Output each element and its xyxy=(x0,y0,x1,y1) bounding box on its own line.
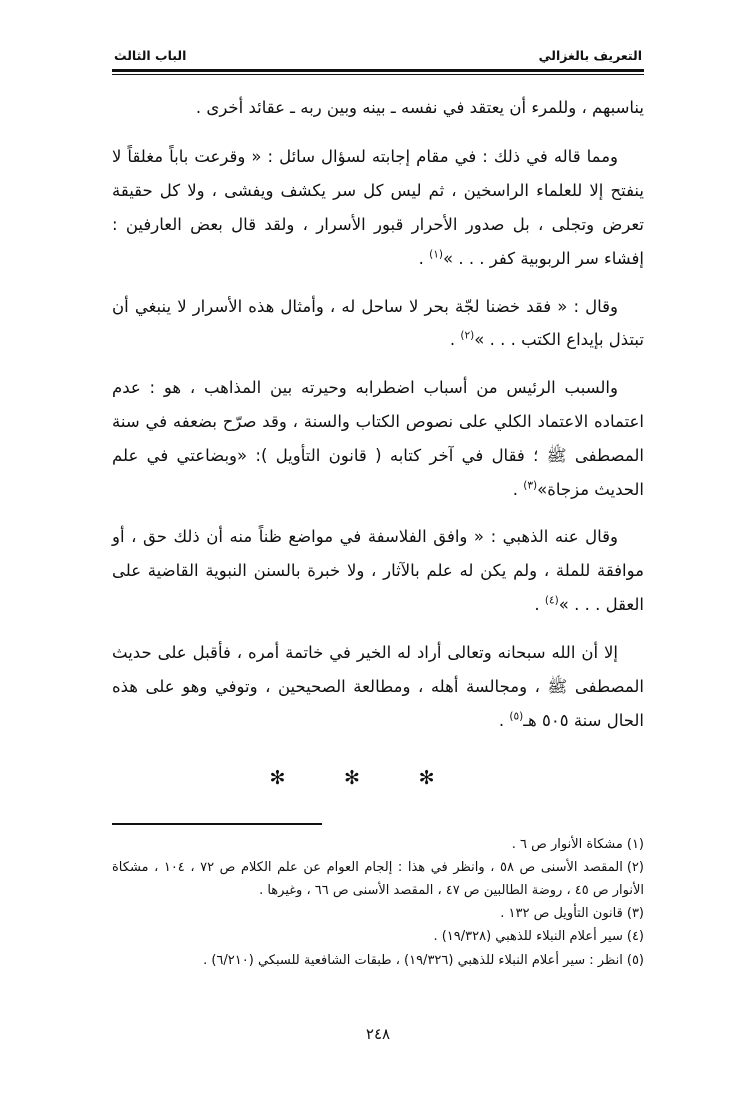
paragraph-4-text: والسبب الرئيس من أسباب اضطرابه وحيرته بين المذاهب ، هو : عدم اعتماده الاعتماد الكلي على نصوص الكتاب والسنة ، وقد صرّح بضعفه في سنة المصطفى ﷺ ؛ فقال في آخر كتابه ( قانون التأويل ): «وبضاعتي في علم الحديث مزجاة» xyxy=(112,378,644,499)
footnote-number: (٢) xyxy=(626,860,644,876)
paragraph-6 xyxy=(112,636,644,737)
paragraph-4-tail: . xyxy=(512,479,524,499)
footnote-ref-2: (٢) xyxy=(460,329,475,342)
footnote-number: (٥) xyxy=(626,952,644,968)
footnote-ref-4: (٤) xyxy=(544,594,559,607)
paragraph-6-text: إلا أن الله سبحانه وتعالى أراد له الخير في خاتمة أمره ، فأقبل على حديث المصطفى ﷺ ، ومجالسة أهله ، ومطالعة الصحيحين ، وتوفي وهو على هذه الحال سنة ٥٠٥ هـ xyxy=(112,642,644,730)
paragraph-3-text: وقال : « فقد خضنا لجّة بحر لا ساحل له ، وأمثال هذه الأسرار لا ينبغي أن تبتذل بإيداع الكتب . . . » xyxy=(112,296,644,350)
footnotes-list xyxy=(112,834,644,972)
section-separator: ✻ ✻ ✻ xyxy=(269,767,461,790)
footnote-text: سير أعلام النبلاء للذهبي (١٩/٣٢٨) . xyxy=(433,929,623,945)
footnotes-section xyxy=(112,823,644,972)
footnote-ref-1: (١) xyxy=(429,248,443,261)
running-head-right: الباب الثالث xyxy=(114,48,187,63)
paragraph-2-tail: . xyxy=(418,248,430,268)
footnote-text: قانون التأويل ص ١٣٢ . xyxy=(500,905,623,921)
paragraph-5 xyxy=(112,520,644,621)
paragraph-6-tail: . xyxy=(498,710,510,730)
paragraph-5-text: وقال عنه الذهبي : « وافق الفلاسفة في مواضع ظناً منه أن ذلك حق ، أو موافقة للملة ، ولم يكن له علم بالآثار ، ولا خبرة بالسنن النبوية القاضية على العقل . . . » xyxy=(112,527,644,615)
footnote-text: مشكاة الأنوار ص ٦ . xyxy=(511,836,623,852)
header-rules xyxy=(112,69,644,75)
footnote-number: (١) xyxy=(626,836,644,852)
footnote-separator-rule xyxy=(112,823,322,825)
running-head-left: التعريف بالغزالي xyxy=(538,48,642,63)
footnote-ref-5: (٥) xyxy=(509,710,524,722)
rule-thick xyxy=(112,69,644,72)
paragraph-3 xyxy=(112,290,644,358)
paragraph-4 xyxy=(112,371,644,506)
footnote-text: انظر : سير أعلام النبلاء للذهبي (١٩/٣٢٦) ، طبقات الشافعية للسبكي (٦/٢١٠) . xyxy=(203,952,623,968)
paragraph-1-text: يناسبهم ، وللمرء أن يعتقد في نفسه ـ بينه وبين ربه ـ عقائد أخرى . xyxy=(195,97,644,117)
footnote-text: المقصد الأسنى ص ٥٨ ، وانظر في هذا : إلجام العوام عن علم الكلام ص ٧٢ ، ١٠٤ ، مشكاة الأنوار ص ٤٥ ، روضة الطالبين ص ٤٧ ، المقصد الأسنى ص ٦٦ ، وغيرها . xyxy=(112,860,644,898)
footnote-item xyxy=(112,857,644,902)
footnote-number: (٣) xyxy=(626,905,644,921)
paragraph-5-tail: . xyxy=(534,595,545,615)
footnote-item xyxy=(112,903,644,925)
paragraph-2 xyxy=(112,140,644,275)
body-text xyxy=(112,91,644,738)
footnote-item xyxy=(112,926,644,948)
footnote-item xyxy=(112,834,644,856)
running-head xyxy=(112,48,644,63)
page-number: ٢٤٨ xyxy=(365,1025,391,1043)
paragraph-2-text: ومما قاله في ذلك : في مقام إجابته لسؤال سائل : « وقرعت باباً مغلقاً لا ينفتح إلا للعلماء الراسخين ، ثم ليس كل سر يكشف ويفشى ، ولا كل حقيقة تعرض وتجلى ، بل صدور الأحرار قبور الأسرار ، ولقد قال بعض العارفين : إفشاء سر الربوبية كفر . . . » xyxy=(112,147,644,268)
footnote-ref-3: (٣) xyxy=(523,479,538,492)
paragraph-1 xyxy=(112,91,644,125)
paragraph-3-tail: . xyxy=(449,330,461,350)
footnote-item xyxy=(112,950,644,972)
footnote-number: (٤) xyxy=(626,929,644,945)
rule-thin xyxy=(112,74,644,75)
